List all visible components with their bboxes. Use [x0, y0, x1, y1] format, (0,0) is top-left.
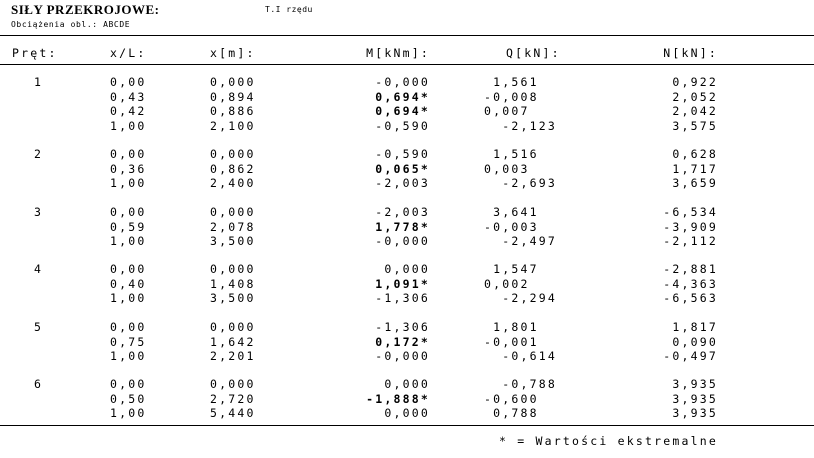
cell-shear: -2,123: [484, 118, 557, 133]
cell-moment: 0,000: [384, 406, 430, 420]
table-row: [0, 406, 814, 420]
cell-shear: -0,003: [484, 219, 539, 234]
column-header-row: [0, 46, 814, 60]
cell-xl: 0,43: [110, 89, 147, 104]
cell-moment: 0,172*: [375, 334, 430, 349]
cell-xm: 0,000: [210, 377, 256, 391]
cell-moment: 0,000: [384, 262, 430, 276]
cell-xl: 1,00: [110, 291, 147, 305]
bar-number: 1: [34, 75, 44, 89]
col-header-xm: x[m]:: [210, 46, 256, 60]
table-row: [0, 104, 814, 118]
cell-xm: 3,500: [210, 291, 256, 305]
cell-xm: 2,720: [210, 391, 256, 406]
cell-shear: 3,641: [484, 205, 539, 219]
cell-normal: -4,363: [663, 276, 718, 291]
table-row: [0, 349, 814, 363]
table-row: [0, 162, 814, 176]
cell-normal: 2,052: [672, 89, 718, 104]
table-row: [0, 392, 814, 406]
load-combination: Obciążenia obl.: ABCDE: [11, 20, 131, 29]
bar-number: 4: [34, 262, 44, 276]
cell-shear: -0,001: [484, 334, 539, 349]
cell-xl: 0,36: [110, 161, 147, 176]
cell-xl: 0,00: [110, 320, 147, 334]
cell-normal: -6,563: [663, 291, 718, 305]
table-bottom-rule: [0, 425, 814, 426]
cell-moment: 0,694*: [375, 104, 430, 118]
cell-xm: 2,100: [210, 118, 256, 133]
header-bottom-rule: [0, 64, 814, 65]
cell-xl: 0,00: [110, 377, 147, 391]
cell-xl: 0,50: [110, 391, 147, 406]
cell-shear: -2,294: [484, 291, 557, 305]
cell-moment: 1,091*: [375, 276, 430, 291]
cell-moment: 0,694*: [375, 89, 430, 104]
cell-xm: 0,894: [210, 89, 256, 104]
cell-xl: 0,59: [110, 219, 147, 234]
cell-normal: -2,112: [663, 234, 718, 248]
cell-xm: 0,000: [210, 205, 256, 219]
table-row: [0, 220, 814, 234]
cell-xl: 0,42: [110, 104, 147, 118]
table-row: [0, 176, 814, 190]
cell-xm: 5,440: [210, 406, 256, 420]
cell-shear: -0,788: [484, 377, 557, 391]
col-header-bar: Pręt:: [12, 46, 58, 60]
cell-shear: 1,561: [484, 75, 539, 89]
cell-moment: -1,888*: [366, 391, 430, 406]
cell-shear: -0,008: [484, 89, 539, 104]
cell-xl: 1,00: [110, 234, 147, 248]
table-row: [0, 234, 814, 248]
cell-xl: 1,00: [110, 406, 147, 420]
cell-shear: 1,547: [484, 262, 539, 276]
cell-xl: 0,00: [110, 147, 147, 161]
cell-xl: 1,00: [110, 118, 147, 133]
cell-xm: 1,408: [210, 276, 256, 291]
table-row: [0, 119, 814, 133]
cell-shear: 1,801: [484, 320, 539, 334]
extreme-values-note: * = Wartości ekstremalne: [499, 434, 718, 448]
cell-xl: 1,00: [110, 176, 147, 190]
cell-shear: 0,002: [484, 276, 530, 291]
cell-normal: -2,881: [663, 262, 718, 276]
cell-normal: 0,090: [672, 334, 718, 349]
cell-xm: 2,400: [210, 176, 256, 190]
cell-normal: 2,042: [672, 104, 718, 118]
col-header-xl: x/L:: [110, 46, 147, 60]
cell-moment: -0,000: [375, 349, 430, 363]
cell-xm: 1,642: [210, 334, 256, 349]
table-row: [0, 147, 814, 161]
cell-xl: 0,75: [110, 334, 147, 349]
cell-normal: 1,817: [672, 320, 718, 334]
cell-shear: 1,516: [484, 147, 539, 161]
cell-shear: 0,007: [484, 104, 530, 118]
cell-normal: 3,659: [672, 176, 718, 190]
table-row: [0, 291, 814, 305]
cell-moment: -2,003: [375, 205, 430, 219]
cell-shear: 0,003: [484, 161, 530, 176]
header-top-rule: [0, 35, 814, 36]
cell-moment: -0,000: [375, 75, 430, 89]
cell-moment: 0,000: [384, 377, 430, 391]
cell-shear: 0,788: [484, 406, 539, 420]
cell-xl: 0,40: [110, 276, 147, 291]
bar-number: 6: [34, 377, 44, 391]
cell-moment: -1,306: [375, 291, 430, 305]
col-header-shear: Q[kN]:: [506, 46, 561, 60]
table-row: [0, 75, 814, 89]
cell-xm: 2,201: [210, 349, 256, 363]
cell-moment: 1,778*: [375, 219, 430, 234]
table-row: [0, 320, 814, 334]
bar-number: 2: [34, 147, 44, 161]
cell-normal: -0,497: [663, 349, 718, 363]
cell-moment: -2,003: [375, 176, 430, 190]
cell-xl: 0,00: [110, 205, 147, 219]
table-row: [0, 90, 814, 104]
cell-shear: -2,497: [484, 234, 557, 248]
cell-xm: 3,500: [210, 234, 256, 248]
cell-xl: 1,00: [110, 349, 147, 363]
table-row: [0, 205, 814, 219]
table-row: [0, 262, 814, 276]
cell-normal: -3,909: [663, 219, 718, 234]
cell-shear: -2,693: [484, 176, 557, 190]
cell-shear: -0,614: [484, 349, 557, 363]
cell-xm: 0,862: [210, 161, 256, 176]
cell-moment: -0,590: [375, 118, 430, 133]
cell-xl: 0,00: [110, 262, 147, 276]
cell-normal: 0,628: [672, 147, 718, 161]
cell-normal: 3,935: [672, 391, 718, 406]
analysis-order: T.I rzędu: [265, 5, 313, 14]
cell-shear: -0,600: [484, 391, 539, 406]
cell-xl: 0,00: [110, 75, 147, 89]
col-header-moment: M[kNm]:: [366, 46, 430, 60]
cell-xm: 0,000: [210, 75, 256, 89]
cell-moment: 0,065*: [375, 161, 430, 176]
cell-moment: -0,000: [375, 234, 430, 248]
table-row: [0, 335, 814, 349]
cell-xm: 0,000: [210, 147, 256, 161]
table-row: [0, 277, 814, 291]
table-row: [0, 377, 814, 391]
cell-xm: 2,078: [210, 219, 256, 234]
cell-normal: 1,717: [672, 161, 718, 176]
bar-number: 3: [34, 205, 44, 219]
col-header-normal: N[kN]:: [663, 46, 718, 60]
cell-moment: -0,590: [375, 147, 430, 161]
cell-xm: 0,886: [210, 104, 256, 118]
cell-normal: 3,935: [672, 377, 718, 391]
cell-normal: 3,575: [672, 118, 718, 133]
bar-number: 5: [34, 320, 44, 334]
cell-moment: -1,306: [375, 320, 430, 334]
report-title: SIŁY PRZEKROJOWE:: [11, 2, 160, 17]
cell-normal: 3,935: [672, 406, 718, 420]
cell-normal: -6,534: [663, 205, 718, 219]
cell-xm: 0,000: [210, 320, 256, 334]
cell-normal: 0,922: [672, 75, 718, 89]
cell-xm: 0,000: [210, 262, 256, 276]
